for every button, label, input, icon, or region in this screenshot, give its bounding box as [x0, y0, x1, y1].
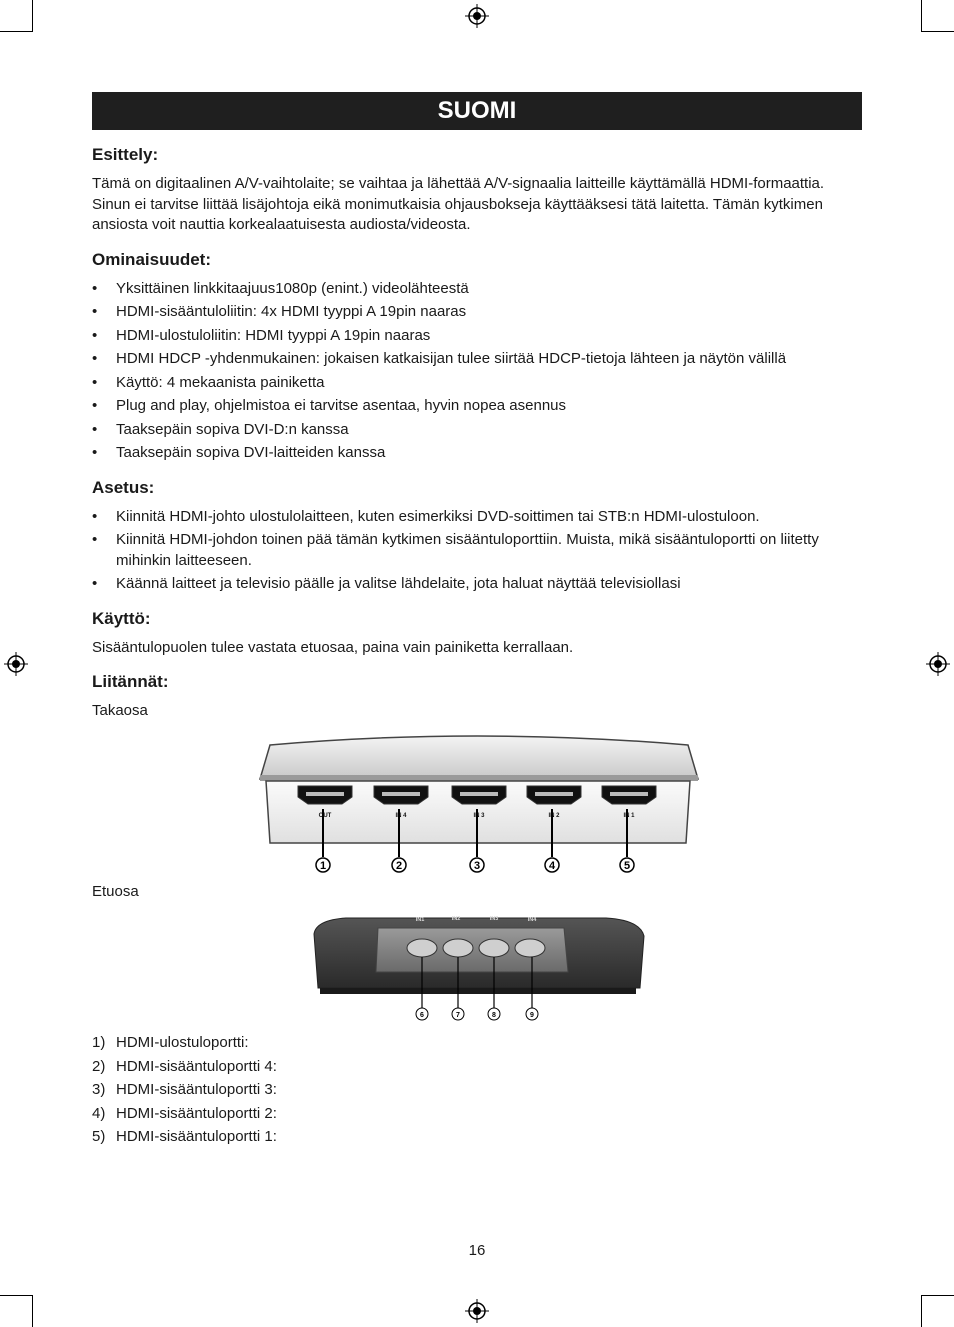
setup-heading: Asetus: — [92, 477, 155, 497]
callout-number: 5 — [623, 860, 631, 872]
port-list — [92, 1033, 862, 1148]
list-item: • HDMI-ulostuloliitin: HDMI tyyppi A 19pin naaras — [92, 326, 862, 347]
button-label: IN2 — [451, 916, 461, 922]
list-item: • HDMI-sisääntuloliitin: 4x HDMI tyyppi A 19pin naaras — [92, 302, 862, 323]
crop-mark — [32, 0, 33, 32]
crop-mark — [922, 1295, 954, 1296]
item-label: HDMI-sisääntuloportti 3: — [116, 1081, 277, 1098]
list-item: • Plug and play, ohjelmistoa ei tarvitse asentaa, hyvin nopea asennus — [92, 396, 862, 417]
list-item: • Taaksepäin sopiva DVI-laitteiden kanssa — [92, 443, 862, 464]
setup-list — [92, 507, 862, 595]
list-item — [92, 1057, 862, 1078]
button-label: IN3 — [489, 916, 499, 922]
port-label: IN 4 — [395, 813, 407, 819]
callout-number: 9 — [530, 1012, 534, 1019]
port-label: IN 1 — [623, 813, 635, 819]
list-item: • Käännä laitteet ja televisio päälle ja valitse lähdelaite, jota haluat näyttää televisiollasi — [92, 574, 862, 595]
input-button — [479, 939, 509, 957]
item-label: HDMI-sisääntuloportti 1: — [116, 1128, 277, 1145]
back-callouts — [316, 858, 634, 872]
back-label: Takaosa — [92, 702, 148, 719]
intro-text: Tämä on digitaalinen A/V-vaihtolaite; se vaihtaa ja lähettää A/V-signaalia laitteille käyttämällä HDMI-formaattia. Sinun ei tarvitse liittää lisäjohtoja eikä monimutkaisia ohjausbokseja käyttääksesi tätä laitetta. Tämän kytkimen ansiosta voit nauttia korkealaatuisesta audiosta/videosta. — [92, 175, 825, 233]
list-item: • Kiinnitä HDMI-johto ulostulolaitteen, kuten esimerkiksi DVD-soittimen tai STB:n HDMI-ulostuloon. — [92, 507, 862, 528]
usage-text: Sisääntulopuolen tulee vastata etuosaa, paina vain painiketta kerrallaan. — [92, 638, 574, 656]
list-item: • Taaksepäin sopiva DVI-D:n kanssa — [92, 420, 862, 441]
crop-mark — [0, 31, 32, 32]
page-number: 16 — [468, 1242, 486, 1259]
port-label: OUT — [318, 813, 332, 819]
input-button — [407, 939, 437, 957]
button-label: IN1 — [415, 917, 425, 923]
item-label: HDMI-sisääntuloportti 4: — [116, 1057, 277, 1075]
document-body — [92, 145, 862, 1151]
callout-number: 6 — [420, 1012, 424, 1019]
registration-mark-icon — [465, 4, 489, 28]
list-item: • Yksittäinen linkkitaajuus1080p (enint.) videolähteestä — [92, 279, 862, 300]
features-section — [92, 250, 862, 464]
item-number: 3) — [92, 1081, 106, 1098]
crop-mark — [921, 1295, 922, 1327]
callout-number: 1 — [319, 860, 327, 872]
crop-mark — [32, 1295, 33, 1327]
list-item — [92, 1080, 862, 1101]
features-heading: Ominaisuudet: — [92, 249, 212, 269]
intro-section — [92, 145, 862, 236]
callout-number: 3 — [473, 860, 481, 872]
list-item: • Käyttö: 4 mekaanista painiketta — [92, 373, 862, 394]
device-back-illustration — [256, 731, 702, 877]
list-item — [92, 1127, 862, 1148]
usage-section — [92, 609, 862, 659]
setup-section — [92, 478, 862, 595]
features-list — [92, 279, 862, 464]
callout-number: 8 — [492, 1012, 496, 1019]
input-button — [515, 939, 545, 957]
front-label: Etuosa — [92, 883, 139, 900]
usage-heading: Käyttö: — [92, 608, 151, 628]
callout-number: 2 — [395, 860, 403, 872]
port-label: IN 2 — [548, 813, 560, 819]
registration-mark-icon — [4, 652, 28, 676]
crop-mark — [0, 1295, 32, 1296]
crop-mark — [921, 0, 922, 32]
device-front-illustration — [306, 906, 648, 1024]
item-number: 4) — [92, 1104, 106, 1122]
page-title: SUOMI — [92, 92, 862, 130]
input-button — [443, 939, 473, 957]
callout-number: 7 — [456, 1012, 460, 1019]
callout-number: 4 — [548, 860, 556, 872]
intro-heading: Esittely: — [92, 145, 159, 164]
front-callouts — [416, 1008, 538, 1020]
port-label: IN 3 — [473, 813, 485, 819]
list-item: • Kiinnitä HDMI-johdon toinen pää tämän kytkimen sisääntuloporttiin. Muista, mikä sisääntuloportti on liitetty mihinkin laitteeseen. — [92, 530, 862, 571]
item-number: 1) — [92, 1034, 106, 1051]
list-item — [92, 1104, 862, 1125]
device-lid — [260, 736, 698, 779]
list-item — [92, 1033, 862, 1054]
registration-mark-icon — [465, 1299, 489, 1323]
crop-mark — [922, 31, 954, 32]
button-label: IN4 — [527, 917, 537, 923]
connections-section — [92, 672, 862, 1148]
item-label: HDMI-sisääntuloportti 2: — [116, 1104, 277, 1122]
item-number: 5) — [92, 1128, 106, 1145]
item-label: HDMI-ulostuloportti: — [116, 1034, 249, 1051]
connections-heading: Liitännät: — [92, 672, 169, 691]
item-number: 2) — [92, 1057, 106, 1075]
registration-mark-icon — [926, 652, 950, 676]
list-item: • HDMI HDCP -yhdenmukainen: jokaisen katkaisijan tulee siirtää HDCP-tietoja lähteen ja näytön välillä — [92, 349, 862, 370]
